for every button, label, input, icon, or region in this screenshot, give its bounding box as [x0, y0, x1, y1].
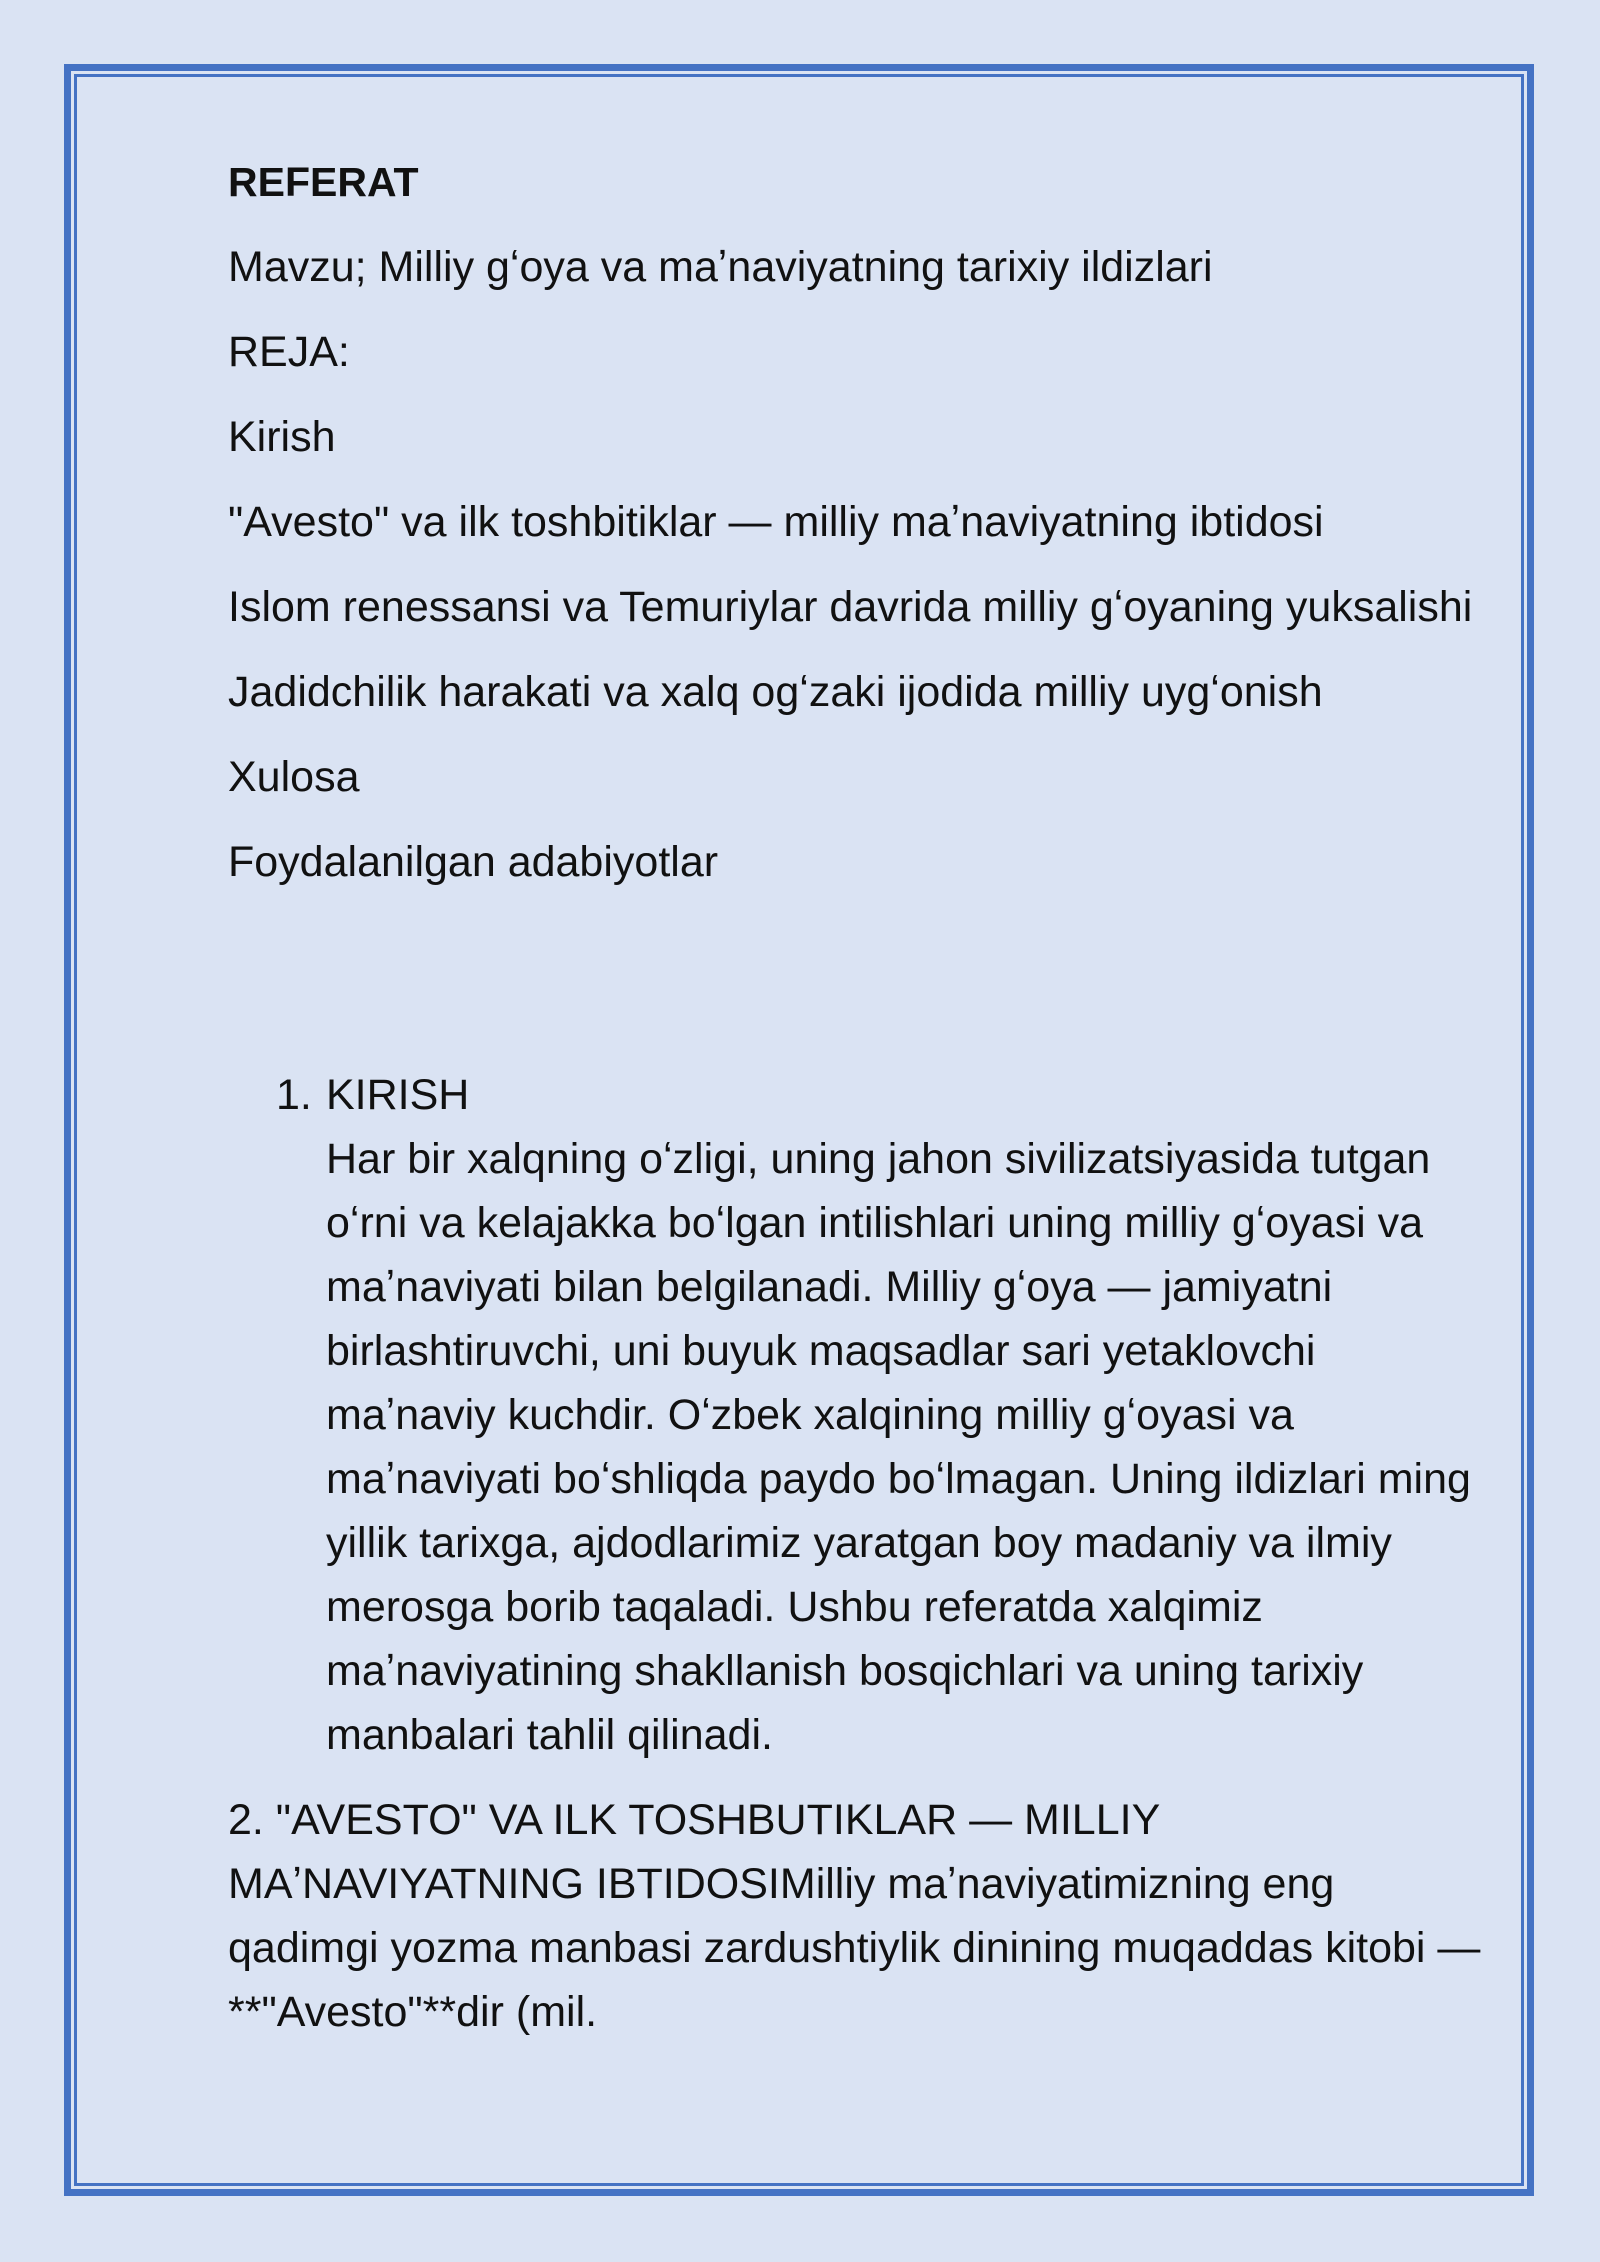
- plan-item: "Avesto" va ilk toshbitiklar — milliy maʼnaviyatning ibtidosi: [228, 498, 1324, 546]
- section-list: [228, 1063, 1488, 1767]
- plan-item: Jadidchilik harakati va xalq ogʻzaki ijodida milliy uygʻonish: [228, 668, 1323, 716]
- document-title: REFERAT: [228, 159, 419, 205]
- section-body: Har bir xalqning oʻzligi, uning jahon sivilizatsiyasida tutgan oʻrni va kelajakka boʻlgan intilishlari uning milliy gʻoyasi va maʼnaviyati bilan belgilanadi. Milliy gʻoya — jamiyatni birlashtiruvchi, uni buyuk maqsadlar sari yetaklovchi maʼnaviy kuchdir. Oʻzbek xalqining milliy gʻoyasi va maʼnaviyati boʻshliqda paydo boʻlmagan. Uning ildizlari ming yillik tarixga, ajdodlarimiz yaratgan boy madaniy va ilmiy merosga borib taqaladi. Ushbu referatda xalqimiz maʼnaviyatining shakllanish bosqichlari va uning tarixiy manbalari tahlil qilinadi.: [326, 1135, 1471, 1759]
- plan-item: Xulosa: [228, 753, 360, 801]
- section-number: 1.: [276, 1071, 312, 1119]
- section-heading: KIRISH: [326, 1071, 470, 1119]
- plan-heading: REJA:: [228, 328, 350, 376]
- topic-line: Mavzu; Milliy gʻoya va maʼnaviyatning tarixiy ildizlari: [228, 243, 1213, 291]
- section-2-text: 2. "AVESTO" VA ILK TOSHBUTIKLAR — MILLIY MAʼNAVIYATNING IBTIDOSIMilliy maʼnaviyatimizning eng qadimgi yozma manbasi zardushtiylik dinining muqaddas kitobi — **"Avesto"**dir (mil.: [228, 1796, 1481, 2036]
- document-content: [228, 150, 1488, 2065]
- plan-item: Islom renessansi va Temuriylar davrida milliy gʻoyaning yuksalishi: [228, 583, 1473, 631]
- section-1: [276, 1063, 1488, 1767]
- spacer: [228, 915, 1488, 1063]
- plan-item: Kirish: [228, 413, 336, 461]
- plan-item: Foydalanilgan adabiyotlar: [228, 838, 719, 886]
